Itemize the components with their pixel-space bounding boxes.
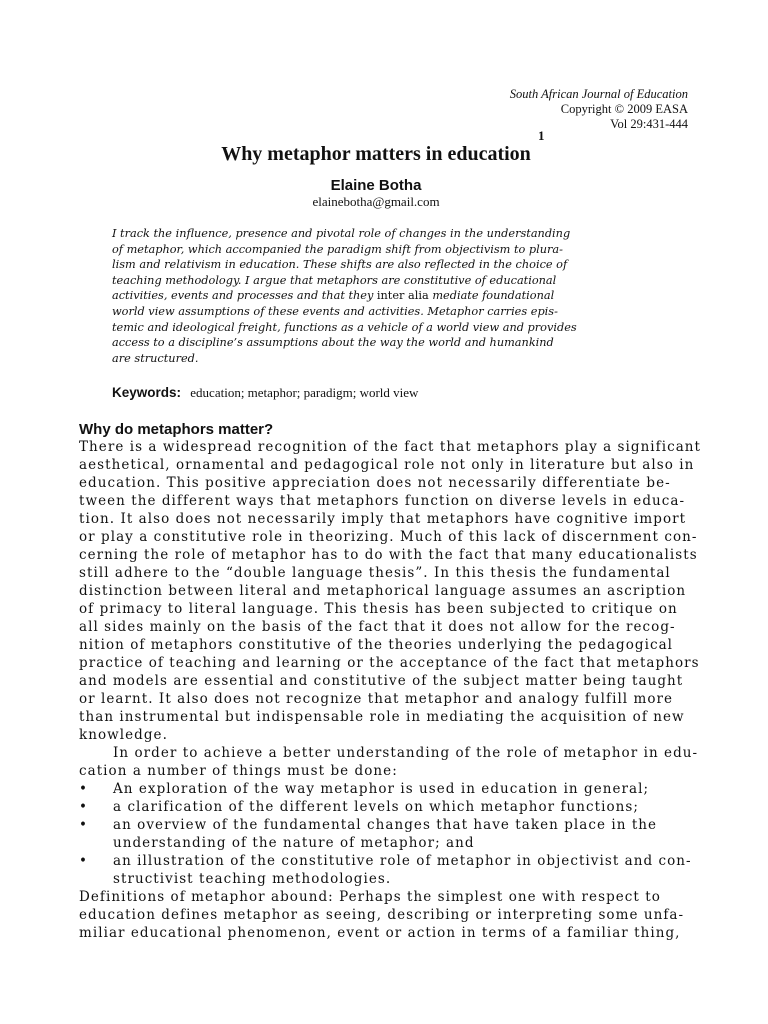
abstract-inter-alia: inter alia: [376, 289, 429, 303]
abstract-line: access to a discipline’s assumptions about the way the world and humankind: [112, 336, 554, 350]
bullet-continuation: structivist teaching methodologies.: [113, 871, 392, 887]
bullet-dot: •: [79, 853, 89, 869]
body-line: practice of teaching and learning or the acceptance of the fact that metaphors: [79, 655, 700, 671]
author-email: elainebotha@gmail.com: [312, 194, 440, 209]
body-line: In order to achieve a better understanding of the role of metaphor in edu-: [113, 745, 699, 761]
body-line: aesthetical, ornamental and pedagogical role not only in literature but also in: [79, 457, 695, 473]
abstract-line-start: activities, events and processes and that they: [112, 289, 377, 303]
body-line: cerning the role of metaphor has to do with the fact that many educationalists: [79, 547, 698, 563]
volume-line: Vol 29:431-444: [610, 117, 688, 131]
abstract-line-end: mediate foundational: [428, 289, 555, 303]
bullet-item: [79, 780, 689, 798]
body-line: nition of metaphors constitutive of the theories underlying the pedagogical: [79, 637, 674, 653]
body-line: education. This positive appreciation does not necessarily differentiate be-: [79, 475, 671, 491]
abstract-line: lism and relativism in education. These shifts are also reflected in the choice of: [112, 258, 568, 272]
keywords-label: Keywords:: [112, 385, 182, 400]
bullet-dot: •: [79, 781, 89, 797]
body-line: and models are essential and constitutive of the subject matter being taught: [79, 673, 684, 689]
bullet-text: An exploration of the way metaphor is used in education in general;: [113, 781, 650, 797]
journal-name: South African Journal of Education: [509, 87, 688, 101]
author-name: Elaine Botha: [330, 177, 422, 194]
bullet-item: [79, 798, 689, 816]
body-line: tween the different ways that metaphors function on diverse levels in educa-: [79, 493, 686, 509]
body-line: miliar educational phenomenon, event or action in terms of a familiar thing,: [79, 925, 681, 941]
bullet-item: [79, 852, 692, 870]
bullet-dot: •: [79, 817, 89, 833]
body-line: There is a widespread recognition of the fact that metaphors play a significant: [79, 439, 702, 455]
copyright-line: Copyright © 2009 EASA: [560, 102, 688, 116]
bullet-dot: •: [79, 799, 89, 815]
abstract-line: teaching methodology. I argue that metaphors are constitutive of educational: [112, 273, 557, 287]
body-line: all sides mainly on the basis of the fact that it does not allow for the recog-: [79, 619, 676, 635]
bullet-text: an overview of the fundamental changes that have taken place in the: [113, 817, 658, 833]
body-line: than instrumental but indispensable role in mediating the acquisition of new: [79, 709, 685, 725]
body-text: [79, 438, 702, 942]
keywords: [112, 385, 672, 401]
body-line: tion. It also does not necessarily imply that metaphors have cognitive import: [79, 511, 687, 527]
bullet-text: a clarification of the different levels on which metaphor functions;: [113, 799, 639, 815]
section-heading: Why do metaphors matter?: [79, 421, 274, 438]
bullet-continuation: understanding of the nature of metaphor; and: [113, 835, 475, 851]
abstract-line: [112, 288, 655, 304]
body-line: knowledge.: [79, 727, 168, 743]
body-line: or play a constitutive role in theorizing. Much of this lack of discernment con-: [79, 529, 698, 545]
body-line: education defines metaphor as seeing, describing or interpreting some unfa-: [79, 907, 685, 923]
abstract: [112, 226, 655, 366]
body-line: of primacy to literal language. This thesis has been subjected to critique on: [79, 601, 678, 617]
page-number: 1: [538, 128, 545, 143]
body-line: still adhere to the “double language thesis”. In this thesis the fundamental: [79, 565, 671, 581]
keywords-value: education; metaphor; paradigm; world view: [190, 385, 419, 400]
abstract-line: temic and ideological freight, functions as a vehicle of a world view and provides: [112, 320, 577, 334]
abstract-line: are structured.: [112, 351, 199, 365]
body-line: Definitions of metaphor abound: Perhaps the simplest one with respect to: [79, 889, 661, 905]
bullet-text: an illustration of the constitutive role of metaphor in objectivist and con-: [113, 853, 692, 869]
abstract-line: I track the influence, presence and pivotal role of changes in the understanding: [112, 227, 571, 240]
journal-header: [368, 87, 688, 132]
bullet-item: [79, 816, 689, 834]
abstract-line: of metaphor, which accompanied the paradigm shift from objectivism to plura-: [112, 242, 563, 256]
body-line: distinction between literal and metaphorical language assumes an ascription: [79, 583, 687, 599]
article-title: Why metaphor matters in education: [221, 143, 531, 165]
abstract-line: world view assumptions of these events and activities. Metaphor carries epis-: [112, 304, 558, 318]
body-line: cation a number of things must be done:: [79, 763, 398, 779]
body-line: or learnt. It also does not recognize that metaphor and analogy fulfill more: [79, 691, 674, 707]
